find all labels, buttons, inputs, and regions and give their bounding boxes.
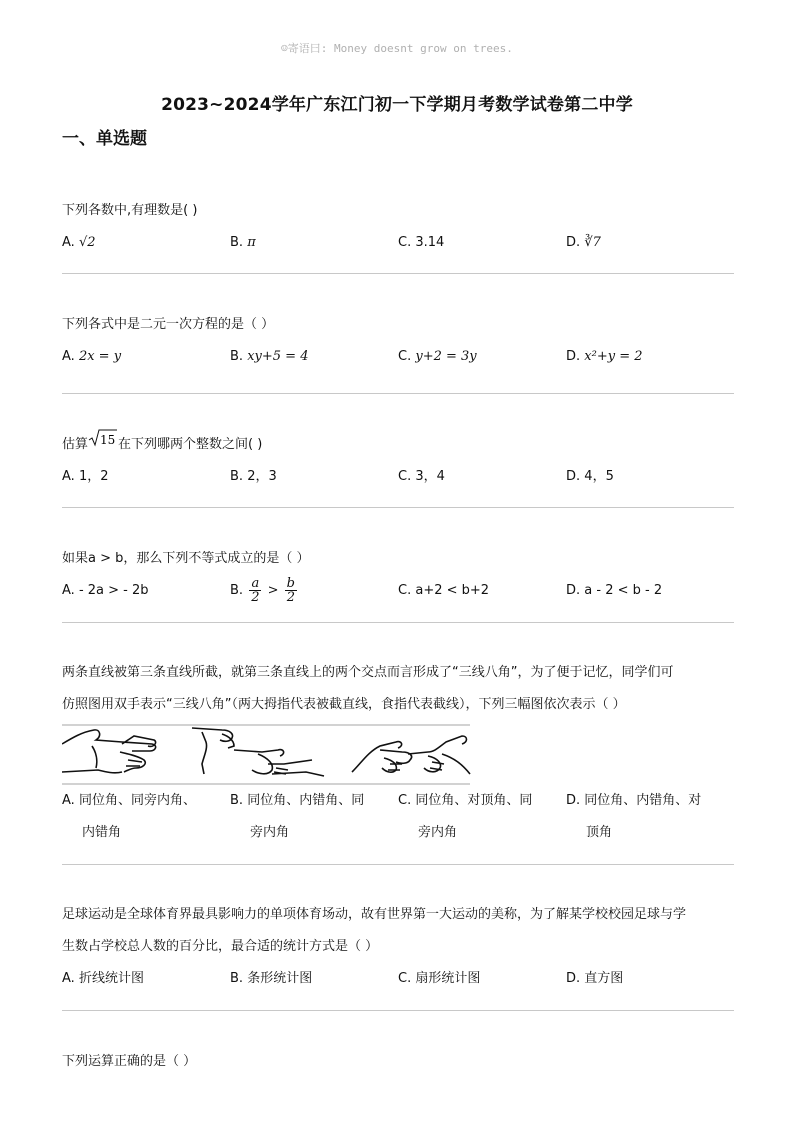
option-text: 同位角、内错角、同: [247, 793, 365, 808]
option-c[interactable]: [398, 341, 477, 373]
option-text: 同位角、内错角、对: [584, 793, 702, 808]
option-text: 条形统计图: [247, 971, 313, 986]
question-3: [62, 428, 734, 493]
option-letter: A.: [62, 469, 75, 484]
option-text: ∛7: [584, 235, 601, 250]
option-text: xy+5 = 4: [247, 349, 309, 364]
option-letter: C.: [398, 793, 412, 808]
divider: [62, 864, 734, 865]
option-b[interactable]: [230, 577, 299, 604]
option-a[interactable]: [62, 785, 222, 849]
relation-symbol: >: [267, 583, 279, 598]
question-stem-line-2: 仿照图用双手表示“三线八角”（两大拇指代表被截直线，食指代表截线），下列三幅图依次表示（ ）: [62, 697, 626, 712]
question-stem-line-1: 足球运动是全球体育界最具影响力的单项体育场动，故有世界第一大运动的美称，为了解某学校校园足球与学: [62, 907, 687, 922]
option-letter: B.: [230, 793, 244, 808]
option-letter: D.: [566, 235, 581, 250]
option-letter: B.: [230, 349, 244, 364]
option-letter: C.: [398, 469, 412, 484]
radicand: 15: [100, 433, 116, 447]
option-text-continued: 旁内角: [250, 825, 290, 840]
option-text: 3，4: [415, 469, 445, 484]
option-text-continued: 内错角: [82, 825, 122, 840]
radical-sign-icon: [88, 428, 118, 448]
option-b[interactable]: [230, 341, 308, 373]
option-b[interactable]: [230, 227, 256, 259]
option-d[interactable]: [566, 963, 623, 995]
option-text-continued: 旁内角: [418, 825, 458, 840]
section-heading: 一、单选题: [62, 129, 147, 149]
sqrt-expression: [88, 428, 118, 461]
question-stem: 下列各数中,有理数是( ): [62, 203, 198, 218]
question-stem-line-2: 生数占学校总人数的百分比，最合适的统计方式是（ ）: [62, 939, 379, 954]
option-text: 3.14: [415, 235, 445, 250]
question-5-options: [62, 785, 734, 849]
question-2: [62, 309, 734, 373]
question-7: [62, 1046, 734, 1078]
option-letter: D.: [566, 469, 581, 484]
option-c[interactable]: [398, 785, 558, 849]
option-letter: B.: [230, 583, 244, 598]
option-c[interactable]: [398, 461, 445, 493]
option-text: 2，3: [247, 469, 277, 484]
option-text: 直方图: [584, 971, 624, 986]
divider: [62, 1010, 734, 1011]
option-text: x²+y = 2: [584, 349, 643, 364]
option-a[interactable]: [62, 227, 96, 259]
option-letter: C.: [398, 971, 412, 986]
hand-diagram-2: [192, 728, 324, 776]
option-letter: D.: [566, 583, 581, 598]
denominator: 2: [251, 590, 260, 605]
option-text: 2x = y: [78, 349, 122, 364]
question-stem: [62, 428, 734, 461]
option-a[interactable]: [62, 963, 144, 995]
option-a[interactable]: [62, 341, 121, 373]
option-c[interactable]: [398, 963, 480, 995]
denominator: 2: [286, 590, 295, 605]
divider: [62, 622, 734, 623]
divider: [62, 273, 734, 274]
options: [62, 963, 734, 995]
option-letter: D.: [566, 971, 581, 986]
option-text: 折线统计图: [78, 971, 144, 986]
question-5: [62, 657, 734, 721]
watermark: ☺寄语曰: Money doesnt grow on trees.: [281, 42, 513, 55]
option-d[interactable]: [566, 341, 643, 373]
option-c[interactable]: [398, 227, 444, 259]
page-title: 2023~2024学年广东江门初一下学期月考数学试卷第二中学: [161, 95, 633, 115]
option-letter: C.: [398, 349, 412, 364]
hand-diagram-3: [352, 736, 470, 774]
option-d[interactable]: [566, 227, 601, 259]
option-text: 同位角、同旁内角、: [78, 793, 196, 808]
option-text: - 2a > - 2b: [78, 583, 149, 598]
option-text: y+2 = 3y: [415, 349, 477, 364]
option-d[interactable]: [566, 785, 726, 849]
option-text: 同位角、对顶角、同: [415, 793, 533, 808]
option-letter: A.: [62, 793, 75, 808]
options: [62, 461, 734, 493]
option-letter: A.: [62, 583, 75, 598]
option-text-continued: 顶角: [586, 825, 613, 840]
options: [62, 227, 734, 259]
option-letter: B.: [230, 235, 244, 250]
question-stem-line-1: 两条直线被第三条直线所截，就第三条直线上的两个交点而言形成了“三线八角”，为了便于记忆，同学们可: [62, 665, 674, 680]
options: [62, 341, 734, 373]
option-letter: C.: [398, 235, 412, 250]
option-text: √2: [78, 235, 96, 250]
question-1: [62, 195, 734, 259]
stem-text: 在下列哪两个整数之间( ): [118, 437, 263, 452]
option-letter: A.: [62, 235, 75, 250]
option-text: 1，2: [78, 469, 109, 484]
stem-text: 估算: [62, 437, 89, 452]
question-stem: 如果a > b，那么下列不等式成立的是（ ）: [62, 551, 310, 566]
option-letter: D.: [566, 349, 581, 364]
option-b[interactable]: [230, 963, 312, 995]
divider: [62, 507, 734, 508]
fraction-b-over-2: [285, 577, 297, 604]
option-d[interactable]: [566, 461, 614, 493]
option-letter: B.: [230, 469, 244, 484]
option-text: 扇形统计图: [415, 971, 481, 986]
option-c[interactable]: [398, 575, 489, 607]
divider: [62, 393, 734, 394]
option-letter: A.: [62, 971, 75, 986]
numerator: a: [249, 577, 261, 591]
option-letter: C.: [398, 583, 412, 598]
options: [62, 575, 734, 607]
option-a[interactable]: [62, 461, 108, 493]
question-stem: 下列各式中是二元一次方程的是（ ）: [62, 317, 275, 332]
numerator: b: [286, 576, 295, 591]
fraction-a-over-2: [249, 577, 261, 604]
question-6: [62, 899, 734, 995]
option-text: a+2 < b+2: [415, 583, 490, 598]
question-4: [62, 543, 734, 607]
question-stem: 下列运算正确的是（ ）: [62, 1054, 197, 1069]
hands-figure: [62, 724, 472, 786]
option-a[interactable]: [62, 575, 149, 607]
option-text: π: [247, 235, 256, 250]
option-letter: A.: [62, 349, 75, 364]
option-letter: D.: [566, 793, 581, 808]
option-b[interactable]: [230, 785, 390, 849]
option-text: 4，5: [584, 469, 614, 484]
option-d[interactable]: [566, 575, 662, 607]
option-letter: B.: [230, 971, 244, 986]
hand-diagram-1: [62, 730, 156, 773]
option-text: a - 2 < b - 2: [584, 583, 663, 598]
option-b[interactable]: [230, 461, 277, 493]
